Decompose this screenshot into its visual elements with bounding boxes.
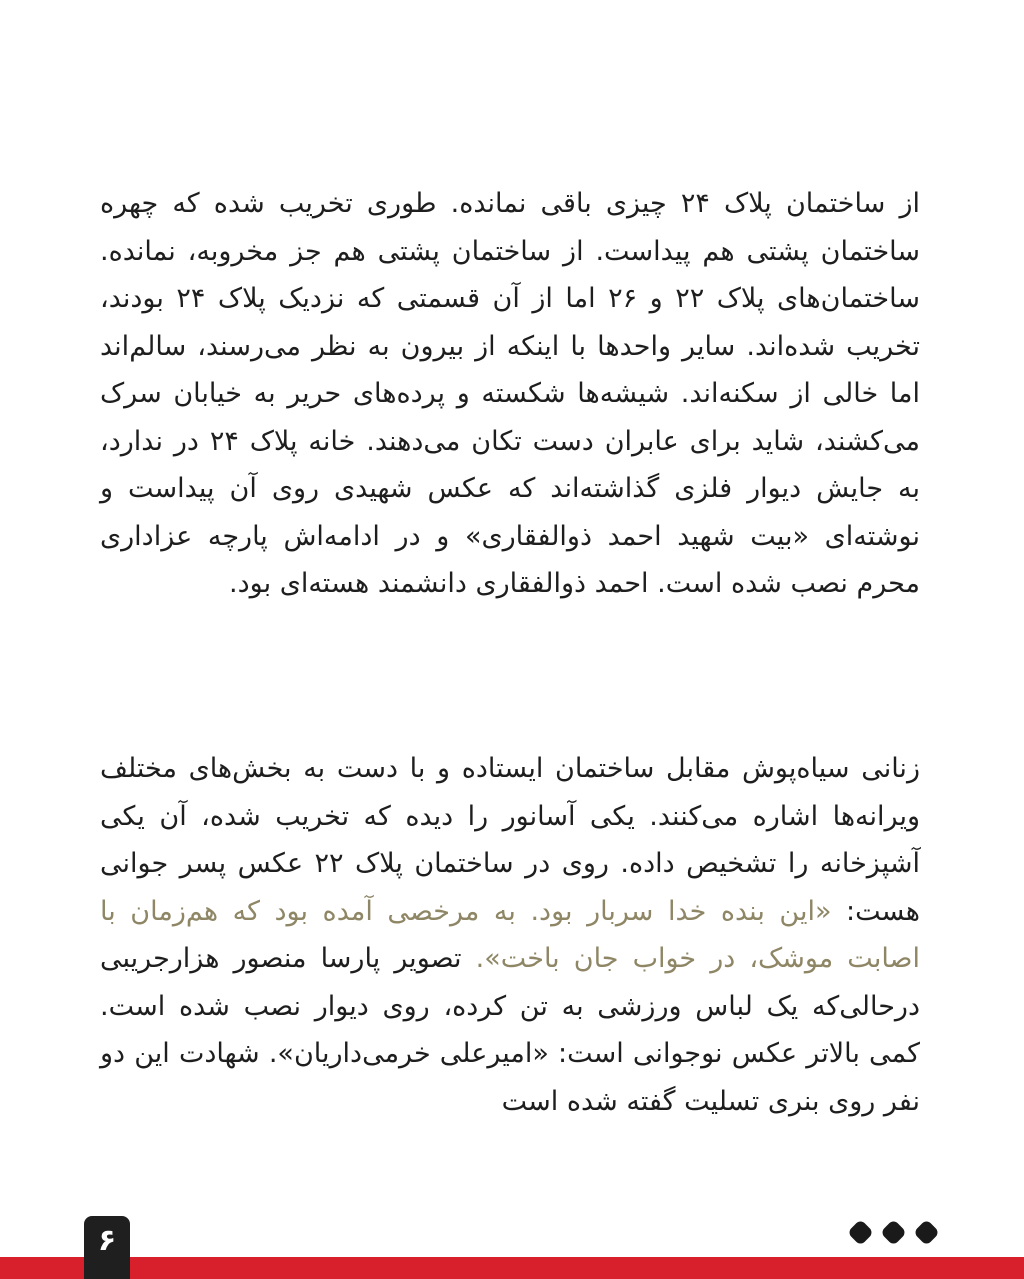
paragraph-building-24: از ساختمان پلاک ۲۴ چیزی باقی نمانده. طوری تخریب شده که چهره ساختمان پشتی هم پیداست. از ساختمان پشتی هم جز مخروبه، نمانده. ساختمان‌های پلاک ۲۲ و ۲۶ اما از آن قسمتی که نزدیک پلاک ۲۴ بودند، تخریب شده‌اند. سایر واحدها با اینکه از بیرون به نظر می‌رسند، سالم‌اند اما خالی از سکنه‌اند. شیشه‌ها شکسته و پرده‌های حریر به خیابان سرک می‌کشند، شاید برای عابران دست تکان می‌دهند. خانه پلاک ۲۴ در ندارد، به جایش دیوار فلزی گذاشته‌اند که عکس شهیدی روی آن پیداست و نوشته‌ای «بیت شهید احمد ذوالفقاری» و در ادامه‌اش پارچه عزاداری محرم نصب شده است. احمد ذوالفقاری دانشمند هسته‌ای بود.	[100, 188, 921, 599]
diamond-icon	[880, 1219, 907, 1246]
paragraph-rest-text: تصویر پارسا منصور هزارجریبی درحالی‌که یک لباس ورزشی به تن کرده، روی دیوار نصب شده است. کمی بالاتر عکس نوجوانی است: «امیرعلی خرمی‌داریان». شهادت این دو نفر روی بنری تسلیت گفته شده است	[100, 943, 920, 1117]
diamond-icon	[913, 1219, 940, 1246]
quote-text: «این بنده خدا سربار بود. به مرخصی آمده بود که هم‌زمان با اصابت موشک، در خواب جان باخت».	[100, 895, 920, 974]
footer-red-bar	[0, 1257, 1024, 1279]
paragraph-intro-text: زنانی سیاه‌پوش مقابل ساختمان ایستاده و با دست به بخش‌های مختلف ویرانه‌ها اشاره می‌کنند. یکی آسانور را دیده که تخریب شده، آن یکی آشپزخانه را تشخیص داده. روی در ساختمان پلاک ۲۲ عکس پسر جوانی هست:	[100, 753, 920, 927]
paragraph-women-in-black	[100, 745, 920, 1125]
page-number: ۶	[97, 1223, 117, 1258]
page-number-tab	[84, 1216, 130, 1279]
diamond-icon	[847, 1219, 874, 1246]
decorative-dots-icon	[848, 1221, 948, 1245]
